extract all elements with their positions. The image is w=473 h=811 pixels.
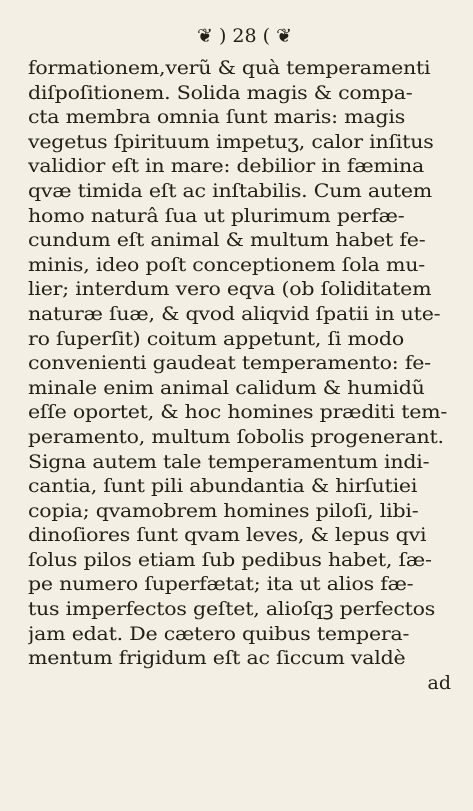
text-line: cantia, ſunt pili abundantia & hirſutiei bbox=[28, 475, 418, 498]
text-line: homo naturâ ſua ut plurimum perfæ- bbox=[28, 204, 405, 227]
page-header: ❦ ) 28 ( ❦ bbox=[197, 25, 292, 47]
text-line: tus imperfectos geſtet, alioſqꝫ perfectos bbox=[28, 598, 436, 621]
catchword: ad bbox=[427, 671, 451, 694]
text-line: ro ſuperſit) coitum appetunt, ſi modo bbox=[28, 327, 404, 350]
text-line: Signa autem tale temperamentum indi- bbox=[28, 450, 430, 473]
text-line: peramento, multum ſobolis progenerant. bbox=[28, 425, 444, 448]
text-line: minale enim animal calidum & humidũ bbox=[28, 376, 425, 399]
text-line: validior eſt in mare: debilior in fæmina bbox=[28, 155, 425, 178]
text-line: jam edat. De cætero quibus tempera- bbox=[28, 622, 410, 645]
body-text bbox=[28, 56, 461, 671]
text-line: formationem,verũ & quà temperamenti bbox=[28, 57, 431, 79]
text-line: minis, ideo poſt conceptionem ſola mu- bbox=[28, 253, 425, 276]
text-line: diſpoſitionem. Solida magis & compa- bbox=[28, 81, 413, 104]
text-line: qvæ timida eſt ac inſtabilis. Cum autem bbox=[28, 179, 433, 202]
text-line: convenienti gaudeat temperamento: fe- bbox=[28, 352, 431, 375]
text-line: vegetus ſpirituum impetuʒ, calor inſitus bbox=[28, 130, 434, 153]
text-line: cundum eſt animal & multum habet fe- bbox=[28, 229, 426, 252]
text-line: pe numero ſuperfætat; ita ut alios fæ- bbox=[28, 573, 414, 596]
text-line: eſſe oportet, & hoc homines præditi tem- bbox=[28, 401, 448, 424]
text-line: cta membra omnia ſunt maris: magis bbox=[28, 106, 406, 129]
text-line: lier; interdum vero eqva (ob ſoliditatem bbox=[28, 278, 432, 301]
text-line: naturæ ſuæ, & qvod aliqvid ſpatii in ute- bbox=[28, 302, 441, 325]
text-line: dinoſiores ſunt qvam leves, & lepus qvi bbox=[28, 524, 427, 547]
text-line: ſolus pilos etiam ſub pedibus habet, ſæ- bbox=[28, 548, 432, 571]
text-line: copia; qvamobrem homines piloſi, libi- bbox=[28, 499, 419, 522]
text-line: mentum frigidum eſt ac ſiccum valdè bbox=[28, 647, 406, 670]
